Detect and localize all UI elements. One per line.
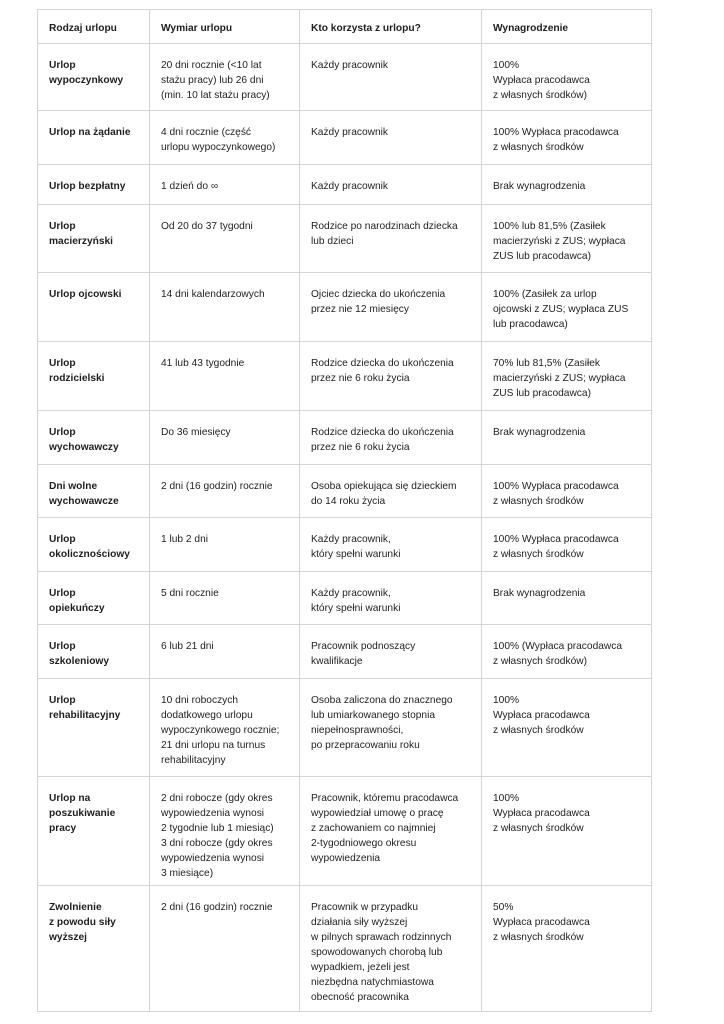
duration-cell-text: 2 dni robocze (gdy okres wypowiedzenia wynosi 2 tygodnie lub 1 miesiąc) 3 dni robocze (gdy okres wypowiedzenia wynosi 3 miesiące) bbox=[161, 793, 274, 879]
leave-type-cell-text: Urlop opiekuńczy bbox=[49, 588, 105, 614]
eligibility-cell bbox=[300, 679, 482, 777]
duration-cell-text: 41 lub 43 tygodnie bbox=[161, 358, 245, 369]
leave-type-cell bbox=[38, 111, 150, 165]
pay-cell bbox=[482, 465, 652, 518]
leave-type-cell bbox=[38, 518, 150, 572]
header-leave-type: Rodzaj urlopu bbox=[38, 10, 150, 44]
eligibility-cell-text: Rodzice po narodzinach dziecka lub dzieci bbox=[311, 221, 458, 247]
duration-cell-text: 5 dni rocznie bbox=[161, 588, 219, 599]
leave-type-cell bbox=[38, 777, 150, 886]
pay-cell bbox=[482, 111, 652, 165]
pay-cell bbox=[482, 625, 652, 679]
pay-cell-text: 100% lub 81,5% (Zasiłek macierzyński z ZUS; wypłaca ZUS lub pracodawca) bbox=[493, 221, 626, 262]
eligibility-cell-text: Rodzice dziecka do ukończenia przez nie 6 roku życia bbox=[311, 358, 454, 384]
eligibility-cell bbox=[300, 111, 482, 165]
eligibility-cell-text: Każdy pracownik bbox=[311, 127, 389, 138]
pay-cell bbox=[482, 44, 652, 111]
table-row bbox=[38, 165, 652, 205]
pay-cell-text: Brak wynagrodzenia bbox=[493, 588, 586, 599]
pay-cell-text: 100% (Zasiłek za urlop ojcowski z ZUS; wypłaca ZUS lub pracodawca) bbox=[493, 289, 629, 330]
pay-cell-text: 100% Wypłaca pracodawca z własnych środków bbox=[493, 534, 619, 560]
leave-type-cell-text: Urlop okolicznościowy bbox=[49, 534, 130, 560]
leave-type-cell bbox=[38, 679, 150, 777]
duration-cell-text: 14 dni kalendarzowych bbox=[161, 289, 265, 300]
table-row bbox=[38, 886, 652, 1012]
pay-cell-text: 100% Wypłaca pracodawca z własnych środków bbox=[493, 793, 590, 834]
duration-cell bbox=[150, 518, 300, 572]
leave-type-cell bbox=[38, 342, 150, 411]
duration-cell bbox=[150, 44, 300, 111]
pay-cell-text: 100% Wypłaca pracodawca z własnych środków bbox=[493, 695, 590, 736]
leave-type-cell-text: Urlop rehabilitacyjny bbox=[49, 695, 121, 721]
duration-cell bbox=[150, 777, 300, 886]
duration-cell bbox=[150, 625, 300, 679]
leave-type-cell bbox=[38, 273, 150, 342]
pay-cell bbox=[482, 679, 652, 777]
table-row bbox=[38, 572, 652, 625]
header-eligibility: Kto korzysta z urlopu? bbox=[300, 10, 482, 44]
pay-cell bbox=[482, 777, 652, 886]
leave-type-cell bbox=[38, 411, 150, 465]
duration-cell bbox=[150, 886, 300, 1012]
table-row bbox=[38, 777, 652, 886]
table-row bbox=[38, 465, 652, 518]
eligibility-cell bbox=[300, 44, 482, 111]
table-row bbox=[38, 679, 652, 777]
eligibility-cell bbox=[300, 342, 482, 411]
leave-type-cell-text: Urlop wychowawczy bbox=[49, 427, 119, 453]
leave-type-cell-text: Urlop macierzyński bbox=[49, 221, 113, 247]
duration-cell-text: Od 20 do 37 tygodni bbox=[161, 221, 253, 232]
leave-type-cell bbox=[38, 625, 150, 679]
duration-cell-text: Do 36 miesięcy bbox=[161, 427, 231, 438]
pay-cell bbox=[482, 572, 652, 625]
eligibility-cell bbox=[300, 886, 482, 1012]
header-pay: Wynagrodzenie bbox=[482, 10, 652, 44]
pay-cell bbox=[482, 205, 652, 273]
leave-type-cell-text: Urlop szkoleniowy bbox=[49, 641, 110, 667]
duration-cell bbox=[150, 342, 300, 411]
table-row bbox=[38, 625, 652, 679]
eligibility-cell-text: Pracownik w przypadku działania siły wyższej w pilnych sprawach rodzinnych spowodowanych chorobą lub wypadkiem, jeżeli jest niezbędna natychmiastowa obecność pracownika bbox=[311, 902, 452, 1003]
duration-cell-text: 4 dni rocznie (część urlopu wypoczynkowego) bbox=[161, 127, 276, 153]
duration-cell-text: 2 dni (16 godzin) rocznie bbox=[161, 481, 273, 492]
eligibility-cell bbox=[300, 777, 482, 886]
pay-cell bbox=[482, 886, 652, 1012]
leave-type-cell bbox=[38, 572, 150, 625]
table-row bbox=[38, 205, 652, 273]
pay-cell bbox=[482, 518, 652, 572]
eligibility-cell-text: Osoba opiekująca się dzieckiem do 14 roku życia bbox=[311, 481, 457, 507]
duration-cell-text: 10 dni roboczych dodatkowego urlopu wypoczynkowego rocznie; 21 dni urlopu na turnus rehabilitacyjny bbox=[161, 695, 280, 766]
leave-type-cell bbox=[38, 886, 150, 1012]
table-row bbox=[38, 411, 652, 465]
eligibility-cell-text: Pracownik podnoszący kwalifikacje bbox=[311, 641, 416, 667]
pay-cell-text: Brak wynagrodzenia bbox=[493, 181, 586, 192]
leave-type-cell bbox=[38, 465, 150, 518]
eligibility-cell bbox=[300, 572, 482, 625]
leave-type-cell bbox=[38, 165, 150, 205]
table-row bbox=[38, 273, 652, 342]
duration-cell bbox=[150, 165, 300, 205]
leave-type-cell-text: Urlop bezpłatny bbox=[49, 181, 126, 192]
pay-cell bbox=[482, 273, 652, 342]
pay-cell bbox=[482, 411, 652, 465]
duration-cell bbox=[150, 572, 300, 625]
eligibility-cell-text: Każdy pracownik bbox=[311, 60, 389, 71]
duration-cell bbox=[150, 205, 300, 273]
leave-type-cell-text: Zwolnienie z powodu siły wyższej bbox=[49, 902, 116, 943]
eligibility-cell-text: Osoba zaliczona do znacznego lub umiarkowanego stopnia niepełnosprawności, po przepracowaniu roku bbox=[311, 695, 453, 751]
pay-cell-text: 100% Wypłaca pracodawca z własnych środków) bbox=[493, 60, 590, 101]
duration-cell-text: 20 dni rocznie (<10 lat stażu pracy) lub 26 dni (min. 10 lat stażu pracy) bbox=[161, 60, 270, 101]
duration-cell-text: 6 lub 21 dni bbox=[161, 641, 214, 652]
leave-types-table bbox=[37, 9, 652, 1012]
leave-type-cell bbox=[38, 44, 150, 111]
leave-type-cell-text: Urlop na poszukiwanie pracy bbox=[49, 793, 116, 834]
leave-type-cell bbox=[38, 205, 150, 273]
table-row bbox=[38, 342, 652, 411]
leave-type-cell-text: Urlop wypoczynkowy bbox=[49, 60, 124, 86]
pay-cell-text: 100% (Wypłaca pracodawca z własnych środków) bbox=[493, 641, 623, 667]
leave-type-cell-text: Urlop ojcowski bbox=[49, 289, 122, 300]
eligibility-cell-text: Rodzice dziecka do ukończenia przez nie 6 roku życia bbox=[311, 427, 454, 453]
table-header-row bbox=[38, 10, 652, 44]
leave-type-cell-text: Urlop rodzicielski bbox=[49, 358, 105, 384]
eligibility-cell bbox=[300, 411, 482, 465]
table-row bbox=[38, 518, 652, 572]
leave-type-cell-text: Urlop na żądanie bbox=[49, 127, 131, 138]
duration-cell bbox=[150, 465, 300, 518]
eligibility-cell bbox=[300, 518, 482, 572]
eligibility-cell-text: Ojciec dziecka do ukończenia przez nie 12 miesięcy bbox=[311, 289, 446, 315]
eligibility-cell bbox=[300, 273, 482, 342]
pay-cell-text: 70% lub 81,5% (Zasiłek macierzyński z ZUS; wypłaca ZUS lub pracodawca) bbox=[493, 358, 626, 399]
header-duration: Wymiar urlopu bbox=[150, 10, 300, 44]
leave-type-cell-text: Dni wolne wychowawcze bbox=[49, 481, 119, 507]
eligibility-cell-text: Pracownik, któremu pracodawca wypowiedział umowę o pracę z zachowaniem co najmniej 2-tygodniowego okresu wypowiedzenia bbox=[311, 793, 459, 864]
eligibility-cell-text: Każdy pracownik, który spełni warunki bbox=[311, 588, 401, 614]
eligibility-cell-text: Każdy pracownik, który spełni warunki bbox=[311, 534, 401, 560]
duration-cell bbox=[150, 111, 300, 165]
eligibility-cell bbox=[300, 165, 482, 205]
eligibility-cell bbox=[300, 205, 482, 273]
pay-cell bbox=[482, 342, 652, 411]
duration-cell bbox=[150, 273, 300, 342]
pay-cell-text: 50% Wypłaca pracodawca z własnych środków bbox=[493, 902, 590, 943]
pay-cell-text: Brak wynagrodzenia bbox=[493, 427, 586, 438]
duration-cell-text: 1 lub 2 dni bbox=[161, 534, 209, 545]
pay-cell-text: 100% Wypłaca pracodawca z własnych środków bbox=[493, 481, 619, 507]
duration-cell-text: 2 dni (16 godzin) rocznie bbox=[161, 902, 273, 913]
eligibility-cell bbox=[300, 625, 482, 679]
pay-cell bbox=[482, 165, 652, 205]
table-row bbox=[38, 44, 652, 111]
eligibility-cell bbox=[300, 465, 482, 518]
eligibility-cell-text: Każdy pracownik bbox=[311, 181, 389, 192]
pay-cell-text: 100% Wypłaca pracodawca z własnych środków bbox=[493, 127, 619, 153]
table-row bbox=[38, 111, 652, 165]
duration-cell bbox=[150, 411, 300, 465]
duration-cell-text: 1 dzień do ∞ bbox=[161, 181, 219, 192]
duration-cell bbox=[150, 679, 300, 777]
